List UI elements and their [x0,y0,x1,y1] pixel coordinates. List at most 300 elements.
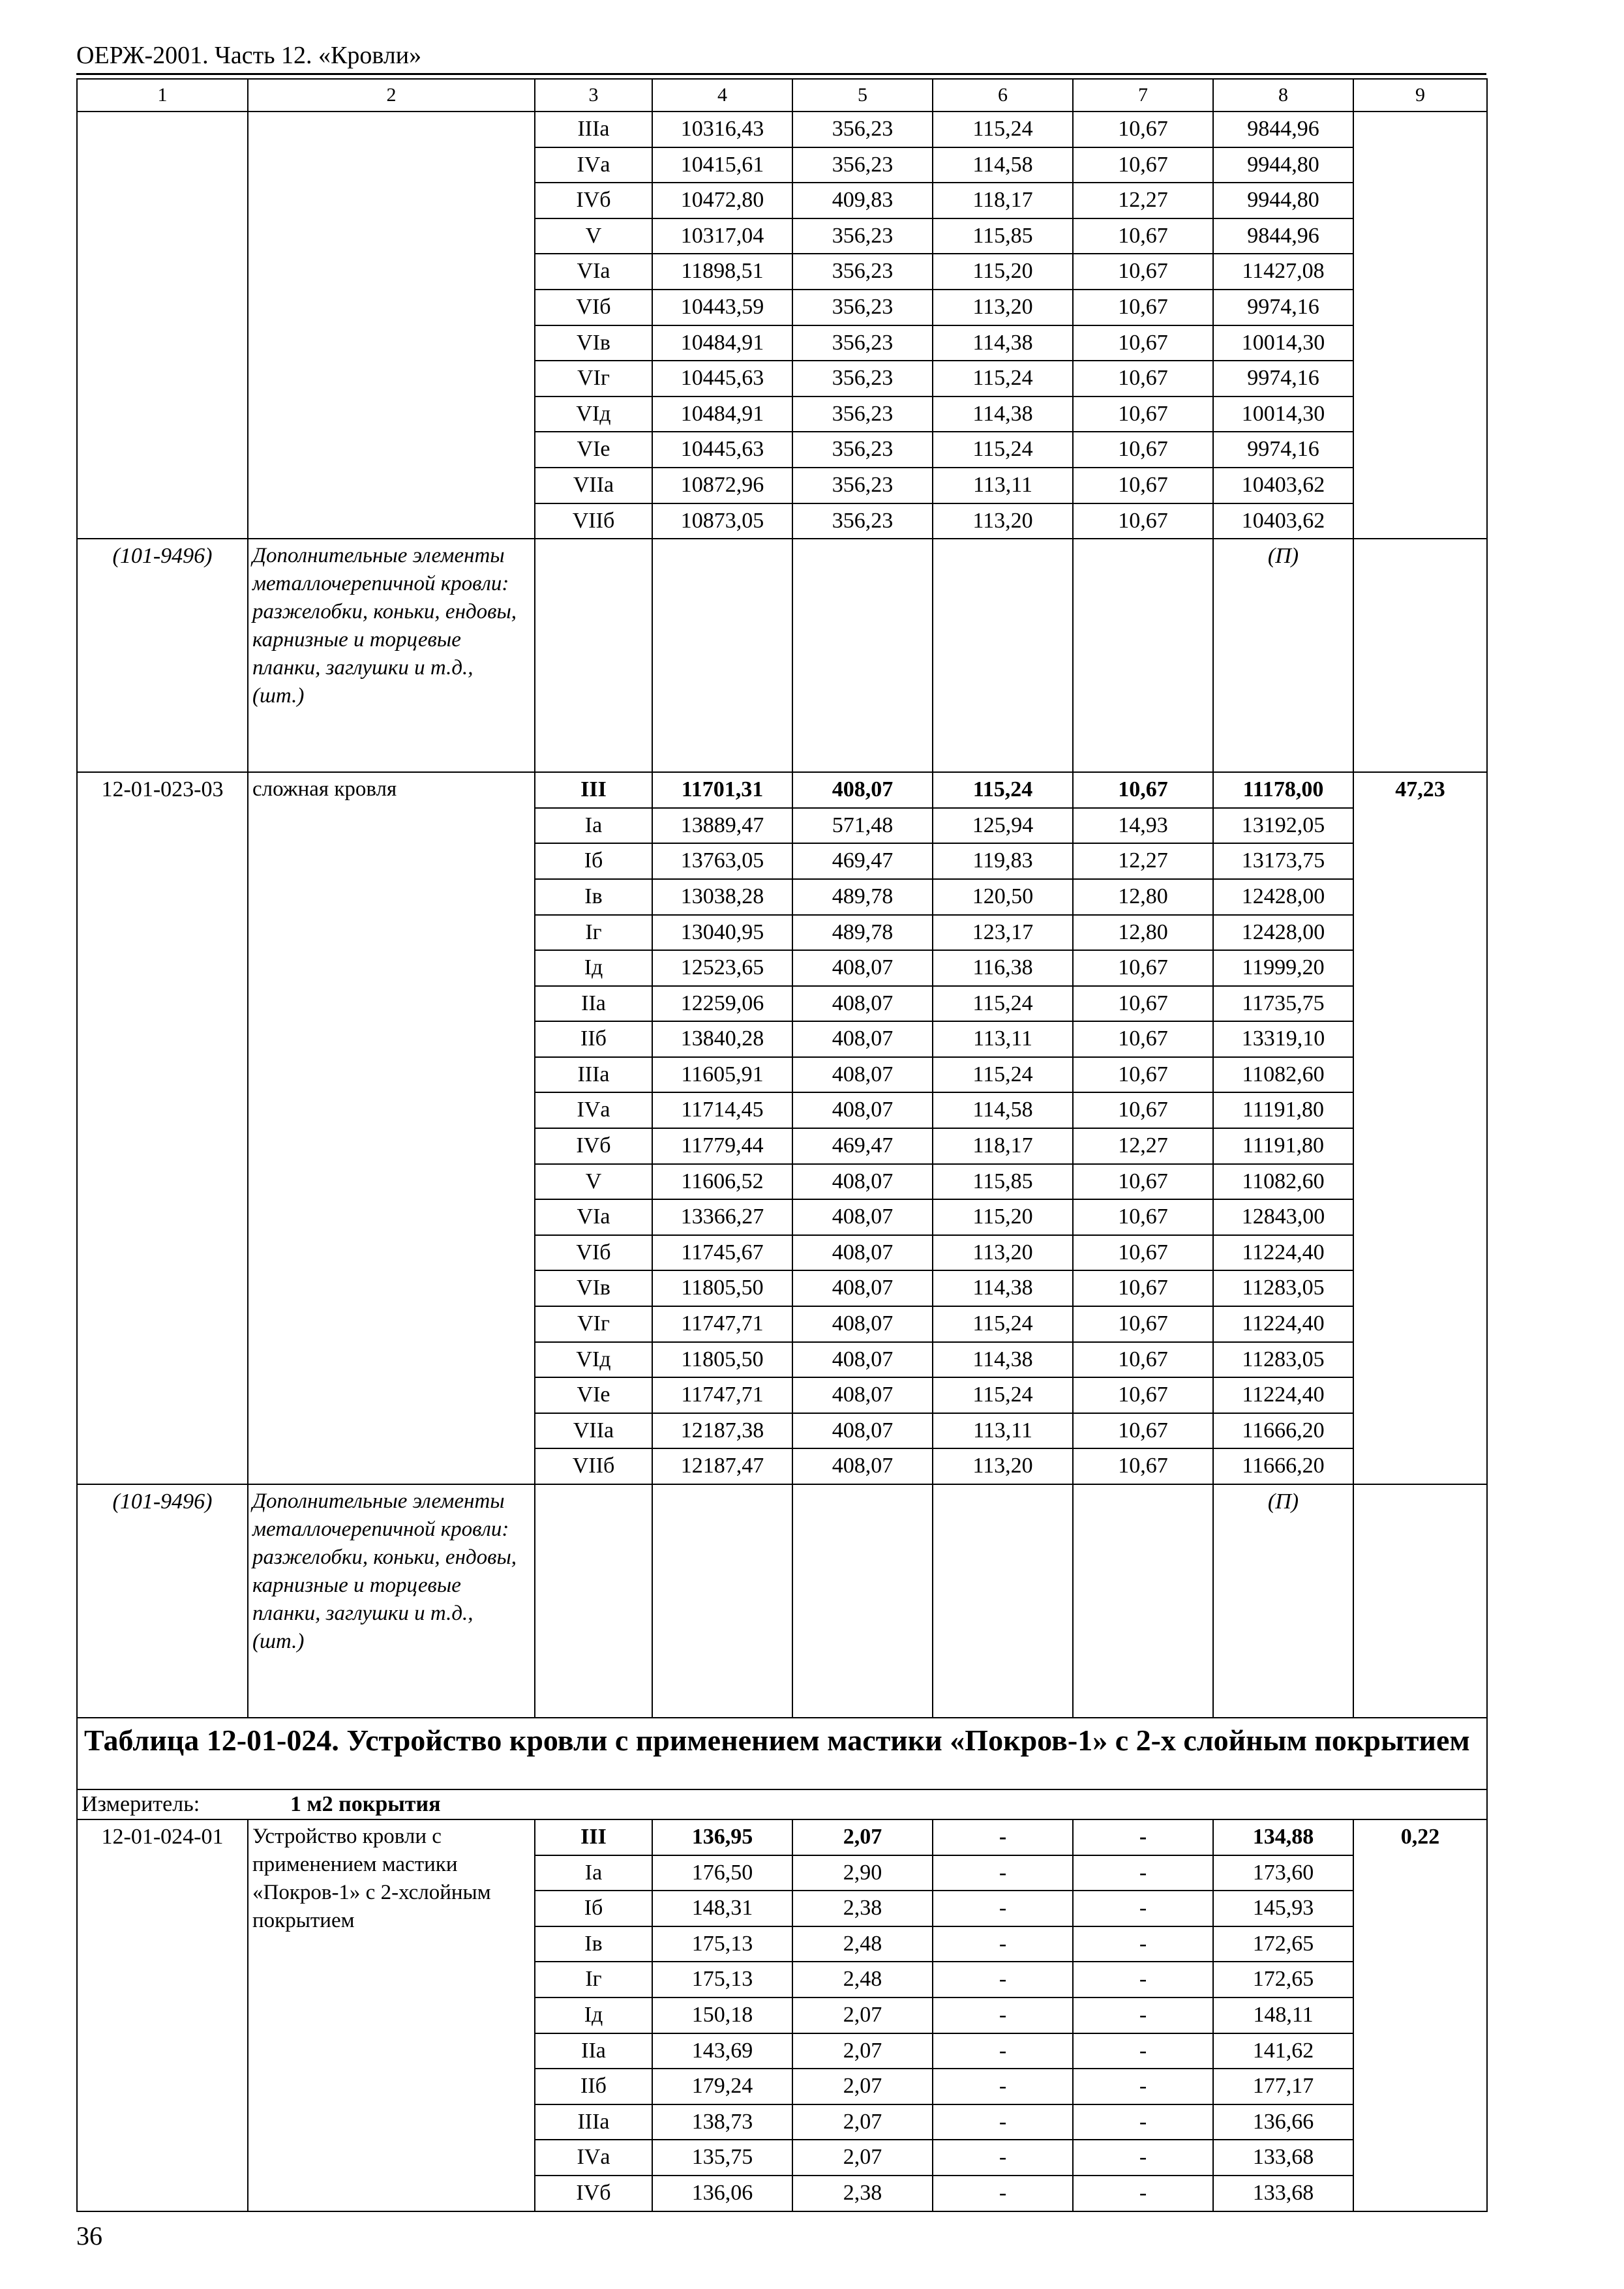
value-cell: 10317,04 [652,218,792,254]
value-cell: - [933,2140,1073,2176]
value-cell: 145,93 [1213,1891,1353,1926]
row-description [248,112,535,539]
value-cell: 11178,00 [1213,772,1353,808]
value-cell: 113,11 [933,1413,1073,1449]
value-cell: 13173,75 [1213,843,1353,879]
zone-code: IIа [535,986,652,1022]
value-cell: 489,78 [792,915,933,951]
empty-cell [535,1484,652,1718]
zone-code: Iб [535,843,652,879]
zone-code: VIд [535,1342,652,1378]
measure-cell [77,1789,1487,1819]
zone-code: IIб [535,1021,652,1057]
value-cell: 2,48 [792,1962,933,1997]
value-cell: 13840,28 [652,1021,792,1057]
value-cell: 175,13 [652,1926,792,1962]
value-cell: 408,07 [792,1377,933,1413]
value-cell: 10,67 [1073,1306,1213,1342]
value-cell: 10,67 [1073,1342,1213,1378]
value-cell: 11666,20 [1213,1448,1353,1484]
value-cell: 172,65 [1213,1962,1353,1997]
value-cell: 115,24 [933,986,1073,1022]
value-cell: 571,48 [792,808,933,844]
value-cell: 469,47 [792,843,933,879]
zone-code: IIIа [535,2104,652,2140]
value-cell: - [933,2104,1073,2140]
value-cell: 356,23 [792,218,933,254]
value-cell: 2,48 [792,1926,933,1962]
note-mark: (П) [1213,1484,1353,1718]
value-cell: 115,20 [933,254,1073,290]
value-cell: 116,38 [933,950,1073,986]
value-cell: 115,24 [933,1057,1073,1093]
value-cell: 115,24 [933,361,1073,396]
value-cell: 12,80 [1073,915,1213,951]
header-divider [76,73,1486,75]
labor-cost: 0,22 [1353,1819,1487,2211]
value-cell: 9944,80 [1213,183,1353,218]
value-cell: 12,27 [1073,843,1213,879]
value-cell: 11805,50 [652,1342,792,1378]
value-cell: 10403,62 [1213,503,1353,539]
value-cell: 409,83 [792,183,933,218]
value-cell: 356,23 [792,468,933,503]
table-row [77,1819,1487,1855]
value-cell: - [933,1926,1073,1962]
empty-cell [1073,539,1213,772]
value-cell: 115,24 [933,112,1073,147]
value-cell: 2,38 [792,2176,933,2211]
value-cell: 10,67 [1073,1199,1213,1235]
value-cell: 356,23 [792,325,933,361]
value-cell: 115,24 [933,1306,1073,1342]
value-cell: 123,17 [933,915,1073,951]
value-cell: 10,67 [1073,1021,1213,1057]
table-row [77,772,1487,808]
value-cell: 9944,80 [1213,147,1353,183]
value-cell: 177,17 [1213,2069,1353,2104]
zone-code: IIIа [535,1057,652,1093]
value-cell: 11191,80 [1213,1128,1353,1164]
value-cell: 115,24 [933,1377,1073,1413]
zone-code: Iд [535,1997,652,2033]
value-cell: 12187,47 [652,1448,792,1484]
value-cell: 136,95 [652,1819,792,1855]
value-cell: 408,07 [792,1092,933,1128]
labor-cost [1353,112,1487,539]
value-cell: 136,66 [1213,2104,1353,2140]
zone-code: Iв [535,1926,652,1962]
value-cell: 172,65 [1213,1926,1353,1962]
zone-code: IVа [535,1092,652,1128]
note-row [77,1484,1487,1718]
page-number: 36 [76,2221,102,2251]
value-cell: 136,06 [652,2176,792,2211]
value-cell: 356,23 [792,432,933,468]
value-cell: 10,67 [1073,254,1213,290]
value-cell: 9844,96 [1213,218,1353,254]
zone-code: Iа [535,1855,652,1891]
note-row [77,539,1487,772]
zone-code: VIIб [535,1448,652,1484]
value-cell: 10,67 [1073,112,1213,147]
value-cell: 10,67 [1073,1057,1213,1093]
value-cell: 119,83 [933,843,1073,879]
zone-code: VIа [535,254,652,290]
value-cell: 114,38 [933,325,1073,361]
value-cell: 138,73 [652,2104,792,2140]
value-cell: 113,20 [933,290,1073,325]
zone-code: VIг [535,1306,652,1342]
value-cell: 11191,80 [1213,1092,1353,1128]
labor-cost: 47,23 [1353,772,1487,1484]
value-cell: 11805,50 [652,1270,792,1306]
empty-cell [1353,539,1487,772]
value-cell: 12523,65 [652,950,792,986]
value-cell: 173,60 [1213,1855,1353,1891]
column-number-row [77,79,1487,112]
value-cell: 113,11 [933,468,1073,503]
value-cell: 13192,05 [1213,808,1353,844]
column-number: 8 [1213,79,1353,112]
note-text: Дополнительные элементы металлочерепичной кровли: разжелобки, коньки, ендовы, карнизные и торцевые планки, заглушки и т.д., (шт.) [248,1484,535,1718]
zone-code: VIа [535,1199,652,1235]
value-cell: 115,20 [933,1199,1073,1235]
value-cell: 10415,61 [652,147,792,183]
value-cell: 408,07 [792,986,933,1022]
value-cell: 11224,40 [1213,1235,1353,1271]
value-cell: 10014,30 [1213,325,1353,361]
value-cell: 408,07 [792,1270,933,1306]
value-cell: 10,67 [1073,218,1213,254]
value-cell: 9974,16 [1213,290,1353,325]
zone-code: VIб [535,1235,652,1271]
value-cell: - [1073,2140,1213,2176]
zone-code: IVа [535,147,652,183]
value-cell: 113,20 [933,1235,1073,1271]
value-cell: 10,67 [1073,1092,1213,1128]
zone-code: VIг [535,361,652,396]
value-cell: - [1073,1855,1213,1891]
value-cell: 12259,06 [652,986,792,1022]
zone-code: IIб [535,2069,652,2104]
column-number: 3 [535,79,652,112]
value-cell: 10,67 [1073,290,1213,325]
value-cell: 13038,28 [652,879,792,915]
value-cell: 2,07 [792,2104,933,2140]
value-cell: 11714,45 [652,1092,792,1128]
column-number: 1 [77,79,248,112]
value-cell: 12428,00 [1213,915,1353,951]
value-cell: 148,11 [1213,1997,1353,2033]
value-cell: 10,67 [1073,950,1213,986]
zone-code: III [535,1819,652,1855]
value-cell: 10484,91 [652,396,792,432]
value-cell: 10445,63 [652,432,792,468]
value-cell: 12187,38 [652,1413,792,1449]
value-cell: 2,38 [792,1891,933,1926]
value-cell: 356,23 [792,396,933,432]
value-cell: - [933,2069,1073,2104]
empty-cell [1353,1484,1487,1718]
zone-code: VIв [535,1270,652,1306]
value-cell: 12,80 [1073,879,1213,915]
value-cell: 10316,43 [652,112,792,147]
value-cell: 113,11 [933,1021,1073,1057]
value-cell: 114,38 [933,1342,1073,1378]
value-cell: 135,75 [652,2140,792,2176]
value-cell: - [933,1997,1073,2033]
empty-cell [652,539,792,772]
empty-cell [652,1484,792,1718]
empty-cell [792,539,933,772]
value-cell: - [1073,1819,1213,1855]
value-cell: 408,07 [792,1235,933,1271]
value-cell: 11283,05 [1213,1270,1353,1306]
value-cell: 115,24 [933,432,1073,468]
zone-code: Iв [535,879,652,915]
value-cell: - [1073,1997,1213,2033]
value-cell: 356,23 [792,290,933,325]
value-cell: - [933,2033,1073,2069]
value-cell: - [1073,1926,1213,1962]
zone-code: VIв [535,325,652,361]
value-cell: 11082,60 [1213,1057,1353,1093]
value-cell: 11427,08 [1213,254,1353,290]
value-cell: 10,67 [1073,1413,1213,1449]
table-row [77,112,1487,147]
value-cell: - [933,1891,1073,1926]
empty-cell [933,1484,1073,1718]
value-cell: 13366,27 [652,1199,792,1235]
column-number: 9 [1353,79,1487,112]
value-cell: 356,23 [792,254,933,290]
value-cell: 10443,59 [652,290,792,325]
value-cell: 10472,80 [652,183,792,218]
value-cell: 11701,31 [652,772,792,808]
value-cell: 12843,00 [1213,1199,1353,1235]
value-cell: 408,07 [792,772,933,808]
value-cell: 12,27 [1073,183,1213,218]
value-cell: - [1073,1891,1213,1926]
value-cell: 10445,63 [652,361,792,396]
value-cell: 175,13 [652,1962,792,1997]
value-cell: 356,23 [792,503,933,539]
rates-table [76,78,1488,2212]
note-code: (101-9496) [77,539,248,772]
value-cell: 118,17 [933,183,1073,218]
value-cell: - [1073,2033,1213,2069]
empty-cell [535,539,652,772]
value-cell: 408,07 [792,1199,933,1235]
column-number: 4 [652,79,792,112]
value-cell: 176,50 [652,1855,792,1891]
value-cell: 10484,91 [652,325,792,361]
zone-code: VIе [535,1377,652,1413]
zone-code: VIIа [535,468,652,503]
value-cell: 11224,40 [1213,1306,1353,1342]
value-cell: 408,07 [792,1306,933,1342]
zone-code: IIа [535,2033,652,2069]
value-cell: 10,67 [1073,1270,1213,1306]
value-cell: 11745,67 [652,1235,792,1271]
value-cell: 2,07 [792,1997,933,2033]
value-cell: 408,07 [792,950,933,986]
value-cell: 114,58 [933,147,1073,183]
value-cell: 2,07 [792,2140,933,2176]
column-number: 7 [1073,79,1213,112]
value-cell: 10872,96 [652,468,792,503]
row-description: сложная кровля [248,772,535,1484]
value-cell: 118,17 [933,1128,1073,1164]
zone-code: VIIа [535,1413,652,1449]
value-cell: 114,38 [933,1270,1073,1306]
value-cell: 143,69 [652,2033,792,2069]
value-cell: 10,67 [1073,396,1213,432]
value-cell: 9844,96 [1213,112,1353,147]
value-cell: 113,20 [933,1448,1073,1484]
value-cell: 356,23 [792,112,933,147]
value-cell: 115,24 [933,772,1073,808]
value-cell: 10873,05 [652,503,792,539]
table-title: Таблица 12-01-024. Устройство кровли с применением мастики «Покров-1» с 2-х слойным покрытием [77,1718,1487,1789]
zone-code: Iб [535,1891,652,1926]
value-cell: 114,58 [933,1092,1073,1128]
zone-code: V [535,1164,652,1200]
value-cell: 10,67 [1073,503,1213,539]
zone-code: VIд [535,396,652,432]
table-title-row [77,1718,1487,1789]
value-cell: 408,07 [792,1413,933,1449]
note-text: Дополнительные элементы металлочерепичной кровли: разжелобки, коньки, ендовы, карнизные и торцевые планки, заглушки и т.д., (шт.) [248,539,535,772]
value-cell: 10,67 [1073,1448,1213,1484]
value-cell: 2,90 [792,1855,933,1891]
value-cell: - [933,1962,1073,1997]
value-cell: 11605,91 [652,1057,792,1093]
value-cell: 10,67 [1073,361,1213,396]
zone-code: Iд [535,950,652,986]
zone-code: IIIа [535,112,652,147]
value-cell: 148,31 [652,1891,792,1926]
value-cell: 114,38 [933,396,1073,432]
row-code [77,112,248,539]
value-cell: 356,23 [792,147,933,183]
value-cell: 10,67 [1073,1164,1213,1200]
value-cell: 12428,00 [1213,879,1353,915]
value-cell: 469,47 [792,1128,933,1164]
value-cell: 2,07 [792,1819,933,1855]
value-cell: 11779,44 [652,1128,792,1164]
row-description: Устройство кровли с применением мастики «Покров-1» с 2-хслойным покрытием [248,1819,535,2211]
note-code: (101-9496) [77,1484,248,1718]
value-cell: - [1073,1962,1213,1997]
value-cell: 133,68 [1213,2140,1353,2176]
value-cell: 10,67 [1073,1235,1213,1271]
zone-code: Iа [535,808,652,844]
row-code: 12-01-024-01 [77,1819,248,2211]
zone-code: IVб [535,183,652,218]
value-cell: 489,78 [792,879,933,915]
value-cell: 11082,60 [1213,1164,1353,1200]
value-cell: - [933,1819,1073,1855]
value-cell: 2,07 [792,2033,933,2069]
value-cell: 11735,75 [1213,986,1353,1022]
value-cell: 11606,52 [652,1164,792,1200]
column-number: 2 [248,79,535,112]
value-cell: 14,93 [1073,808,1213,844]
zone-code: IVб [535,1128,652,1164]
value-cell: 125,94 [933,808,1073,844]
measure-label: Измеритель: [82,1792,200,1816]
row-code: 12-01-023-03 [77,772,248,1484]
value-cell: - [1073,2176,1213,2211]
value-cell: 10,67 [1073,1377,1213,1413]
value-cell: 13319,10 [1213,1021,1353,1057]
value-cell: 141,62 [1213,2033,1353,2069]
value-cell: 11747,71 [652,1306,792,1342]
value-cell: 115,85 [933,218,1073,254]
value-cell: 13040,95 [652,915,792,951]
value-cell: 11666,20 [1213,1413,1353,1449]
value-cell: 120,50 [933,879,1073,915]
zone-code: VIе [535,432,652,468]
value-cell: 408,07 [792,1164,933,1200]
measure-value: 1 м2 покрытия [290,1792,441,1816]
value-cell: 12,27 [1073,1128,1213,1164]
value-cell: - [1073,2069,1213,2104]
zone-code: VIIб [535,503,652,539]
value-cell: 134,88 [1213,1819,1353,1855]
value-cell: 408,07 [792,1448,933,1484]
zone-code: IVа [535,2140,652,2176]
value-cell: 11898,51 [652,254,792,290]
value-cell: - [1073,2104,1213,2140]
value-cell: 11283,05 [1213,1342,1353,1378]
value-cell: 11224,40 [1213,1377,1353,1413]
value-cell: 150,18 [652,1997,792,2033]
value-cell: 2,07 [792,2069,933,2104]
value-cell: 13889,47 [652,808,792,844]
value-cell: 9974,16 [1213,361,1353,396]
value-cell: 11999,20 [1213,950,1353,986]
empty-cell [792,1484,933,1718]
value-cell: 408,07 [792,1021,933,1057]
value-cell: 10,67 [1073,147,1213,183]
value-cell: 10403,62 [1213,468,1353,503]
zone-code: IVб [535,2176,652,2211]
value-cell: - [933,2176,1073,2211]
page-header: ОЕРЖ-2001. Часть 12. «Кровли» [76,42,422,69]
value-cell: 10,67 [1073,325,1213,361]
value-cell: 10,67 [1073,772,1213,808]
value-cell: 408,07 [792,1342,933,1378]
value-cell: 11747,71 [652,1377,792,1413]
value-cell: 113,20 [933,503,1073,539]
zone-code: V [535,218,652,254]
measure-row [77,1789,1487,1819]
value-cell: 9974,16 [1213,432,1353,468]
empty-cell [933,539,1073,772]
value-cell: - [933,1855,1073,1891]
value-cell: 133,68 [1213,2176,1353,2211]
note-mark: (П) [1213,539,1353,772]
zone-code: III [535,772,652,808]
empty-cell [1073,1484,1213,1718]
value-cell: 13763,05 [652,843,792,879]
value-cell: 115,85 [933,1164,1073,1200]
zone-code: Iг [535,915,652,951]
value-cell: 10014,30 [1213,396,1353,432]
